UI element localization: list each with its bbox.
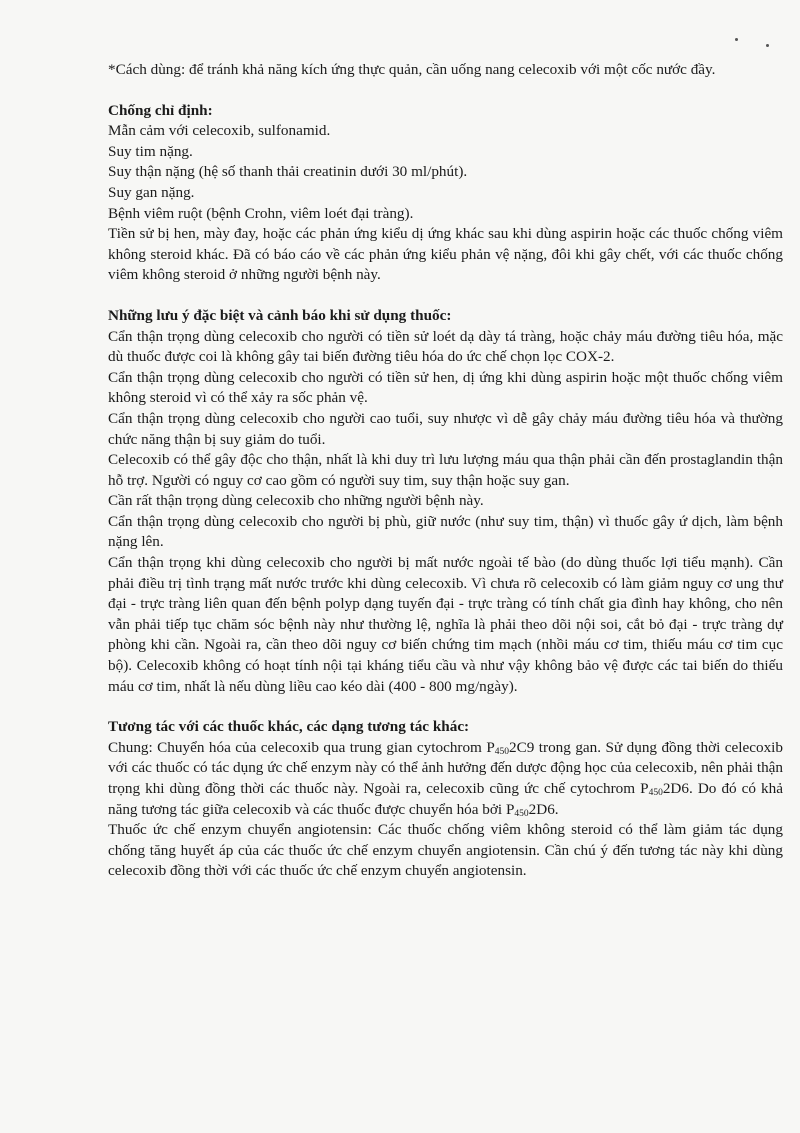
interaction-general-paragraph bbox=[108, 738, 783, 820]
scan-speck bbox=[766, 44, 769, 47]
warning-paragraph: Cần rất thận trọng dùng celecoxib cho những người bệnh này. bbox=[108, 492, 484, 510]
enzyme-code-3: $P_{450}$ bbox=[505, 800, 529, 819]
contraindications-heading: Chống chỉ định: bbox=[108, 101, 213, 119]
enzyme-code-2: $P_{450}$ bbox=[640, 780, 663, 798]
warning-paragraph: Cẩn thận trọng khi dùng celecoxib cho người bị mất nước ngoài tế bào (do dùng thuốc lợi tiểu mạnh). Cần phải điều trị tình trạng mất nước trước khi dùng celecoxib. Vì chưa rõ celecoxib có làm giảm nguy cơ ung thư đại - trực tràng liên quan đến bệnh polyp dạng tuyến đại - trực tràng có tính chất gia đình hay không, cho nên vẫn phải tiếp tục chăm sóc bệnh này như thường lệ, nghĩa là phải theo dõi nội soi, cắt bỏ đại - trực tràng dự phòng khi cần. Ngoài ra, cần theo dõi nguy cơ biến chứng tim mạch (nhồi máu cơ tim, thiếu máu cơ tim cục bộ). Celecoxib không có hoạt tính nội tại kháng tiểu cầu và như vậy không bảo vệ được các tai biến do thiếu máu cơ tim, nhất là nếu dùng liều cao kéo dài (400 - 800 mg/ngày). bbox=[108, 554, 783, 695]
usage-text: để tránh khả năng kích ứng thực quản, cần uống nang celecoxib với một cốc nước đầy. bbox=[185, 61, 716, 78]
document-page bbox=[108, 60, 783, 882]
scan-speck bbox=[735, 38, 738, 41]
usage-label: *Cách dùng: bbox=[108, 61, 186, 78]
general-text-2: 2C9 trong gan. Sử dụng đồng thời celecoxib với các thuốc có tác dụng ức chế enzym này có thể ảnh hưởng đến dược động học của celecoxib, nên phải thận trọng khi dùng đồng thời các thuốc này. Ngoài ra, celecoxib cũng ức chế cytochrom bbox=[108, 738, 783, 797]
contraindication-line: Mẫn cảm với celecoxib, sulfonamid. bbox=[108, 122, 331, 140]
contraindication-line: Bệnh viêm ruột (bệnh Crohn, viêm loét đại tràng). bbox=[108, 204, 414, 222]
warning-paragraph: Cẩn thận trọng dùng celecoxib cho người có tiền sử hen, dị ứng khi dùng aspirin hoặc một thuốc chống viêm không steroid vì có thể xảy ra sốc phản vệ. bbox=[108, 368, 783, 407]
warning-paragraph: Cẩn thận trọng dùng celecoxib cho người cao tuổi, suy nhược vì dễ gây chảy máu đường tiêu hóa và thường chức năng thận bị suy giảm do tuổi. bbox=[108, 409, 783, 448]
general-text-4: 2D6. bbox=[528, 800, 559, 818]
contraindication-line: Suy tim nặng. bbox=[108, 142, 193, 160]
contraindication-line: Suy gan nặng. bbox=[108, 183, 195, 201]
contraindication-line: Suy thận nặng (hệ số thanh thải creatinin dưới 30 ml/phút). bbox=[108, 163, 468, 181]
warning-paragraph: Cẩn thận trọng dùng celecoxib cho người bị phù, giữ nước (như suy tim, thận) vì thuốc gây ứ dịch, làm bệnh nặng lên. bbox=[108, 512, 783, 551]
warning-paragraph: Cẩn thận trọng dùng celecoxib cho người có tiền sử loét dạ dày tá tràng, hoặc chảy máu đường tiêu hóa, mặc dù thuốc được coi là không gây tai biến đường tiêu hóa do ức chế chọn lọc COX-2. bbox=[108, 327, 783, 366]
interaction-ace-paragraph: Thuốc ức chế enzym chuyển angiotensin: Các thuốc chống viêm không steroid có thể làm giảm tác dụng chống tăng huyết áp của các thuốc ức chế enzym chuyển angiotensin. Cần chú ý đến tương tác này khi dùng celecoxib đồng thời với các thuốc ức chế enzym chuyển angiotensin. bbox=[108, 821, 783, 880]
contraindication-paragraph: Tiền sử bị hen, mày đay, hoặc các phản ứng kiểu dị ứng khác sau khi dùng aspirin hoặc các thuốc chống viêm không steroid khác. Đã có báo cáo về các phản ứng kiểu phản vệ nặng, đôi khi gây chết, với các thuốc chống viêm không steroid ở những người bệnh này. bbox=[108, 225, 783, 284]
general-text-3: 2D6. Do đó có khả năng tương tác giữa celecoxib và các thuốc được chuyển hóa bởi bbox=[108, 780, 783, 818]
warnings-heading: Những lưu ý đặc biệt và cảnh báo khi sử dụng thuốc: bbox=[108, 306, 452, 324]
warning-paragraph: Celecoxib có thể gây độc cho thận, nhất là khi duy trì lưu lượng máu qua thận phải cần đến prostaglandin thận hỗ trợ. Người có nguy cơ cao gồm có người suy tim, suy thận hoặc suy gan. bbox=[108, 451, 783, 489]
interactions-heading: Tương tác với các thuốc khác, các dạng tương tác khác: bbox=[108, 718, 470, 736]
enzyme-code-1: $P_{450}$ bbox=[486, 738, 510, 757]
general-text-1: Chung: Chuyển hóa của celecoxib qua trung gian cytochrom bbox=[108, 738, 487, 756]
usage-paragraph bbox=[108, 60, 783, 81]
